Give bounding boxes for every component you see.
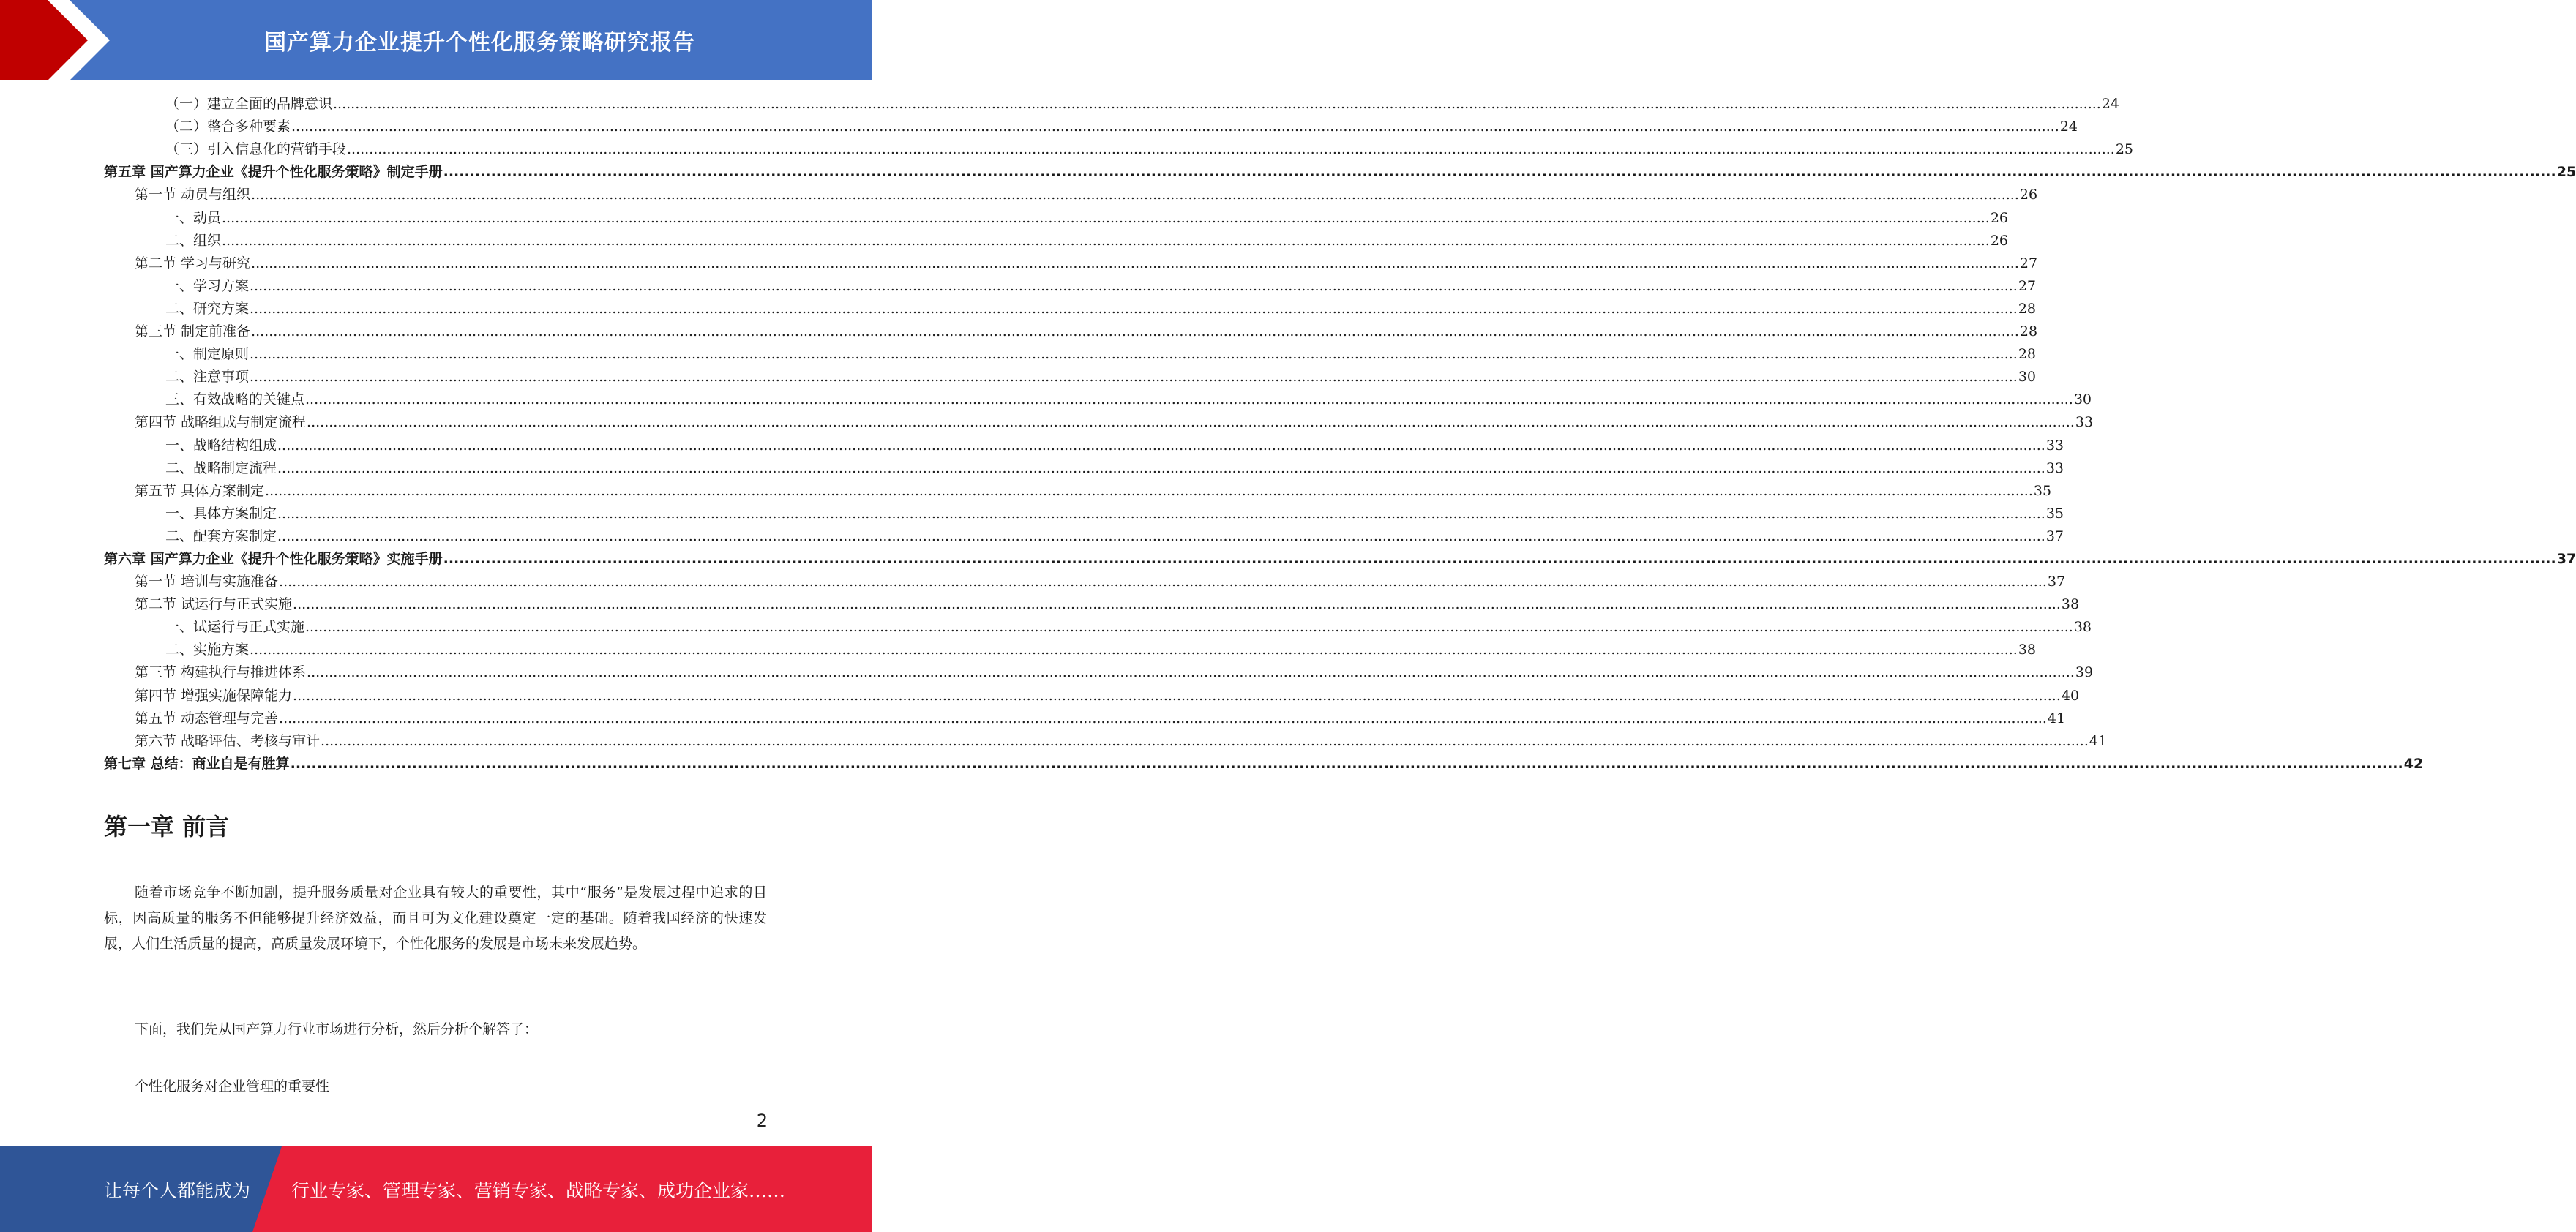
toc-leader-dots: ................................................................................................................................................................................................................................................................................................................................................................................................................ [307, 414, 2075, 431]
footer-roles: 行业专家、管理专家、营销专家、战略专家、成功企业家…… [291, 1179, 786, 1201]
toc-entry-page: 33 [2045, 459, 2064, 476]
toc-entry[interactable] [104, 184, 2038, 206]
toc-leader-dots: ................................................................................................................................................................................................................................................................................................................................................................................................................ [443, 550, 2556, 567]
toc-entry[interactable] [104, 639, 2037, 661]
toc-leader-dots: ................................................................................................................................................................................................................................................................................................................................................................................................................ [307, 664, 2075, 681]
toc-entry-title: 第五节 具体方案制定 [135, 482, 265, 499]
toc-entry-title: 第二节 学习与研究 [135, 255, 251, 271]
toc-leader-dots: ................................................................................................................................................................................................................................................................................................................................................................................................................ [277, 505, 2045, 522]
toc-entry[interactable] [104, 252, 2038, 275]
toc-entry-page: 38 [2073, 619, 2092, 636]
toc-entry-page: 25 [2556, 164, 2576, 181]
toc-leader-dots: ................................................................................................................................................................................................................................................................................................................................................................................................................ [290, 755, 2403, 772]
toc-entry[interactable] [104, 320, 2038, 343]
toc-entry[interactable] [104, 503, 2064, 525]
toc-entry-page: 26 [1990, 209, 2009, 226]
footer-slogan: 让每个人都能成为 [104, 1179, 251, 1201]
toc-leader-dots: ................................................................................................................................................................................................................................................................................................................................................................................................................ [277, 437, 2045, 454]
toc-leader-dots: ................................................................................................................................................................................................................................................................................................................................................................................................................ [250, 642, 2018, 658]
toc-entry[interactable] [104, 230, 2009, 252]
toc-entry[interactable] [104, 138, 2134, 161]
toc-leader-dots: ................................................................................................................................................................................................................................................................................................................................................................................................................ [222, 232, 1990, 249]
toc-entry-title: 第二节 试运行与正式实施 [135, 596, 293, 613]
toc-entry[interactable] [104, 571, 2066, 593]
toc-leader-dots: ................................................................................................................................................................................................................................................................................................................................................................................................................ [321, 732, 2089, 749]
toc-entry[interactable] [104, 684, 2080, 707]
toc-leader-dots: ................................................................................................................................................................................................................................................................................................................................................................................................................ [277, 459, 2045, 476]
toc-entry-page: 30 [2018, 369, 2037, 386]
chapter-title: 第一章 前言 [104, 813, 230, 841]
toc-entry-title: 二、研究方案 [165, 300, 250, 317]
toc-entry-title: 二、实施方案 [165, 642, 250, 658]
toc-leader-dots: ................................................................................................................................................................................................................................................................................................................................................................................................................ [251, 323, 2019, 340]
toc-entry-title: 一、具体方案制定 [165, 505, 277, 522]
toc-entry-title: 第五章 国产算力企业《提升个性化服务策略》制定手册 [104, 164, 443, 181]
page-number: 2 [756, 1111, 768, 1131]
toc-entry-page: 40 [2061, 687, 2080, 704]
toc-entry-title: 第六节 战略评估、考核与审计 [135, 732, 321, 749]
toc-entry[interactable] [104, 593, 2080, 616]
toc-entry[interactable] [104, 161, 2576, 184]
toc-entry-title: 三、有效战略的关键点 [165, 391, 305, 408]
toc-entry-page: 38 [2061, 596, 2080, 613]
toc-entry-page: 33 [2075, 414, 2094, 431]
toc-entry-title: 第一节 动员与组织 [135, 187, 251, 203]
toc-entry[interactable] [104, 548, 2576, 571]
toc-entry-page: 24 [2101, 96, 2120, 113]
toc-entry-title: 第三节 制定前准备 [135, 323, 251, 340]
toc-leader-dots: ................................................................................................................................................................................................................................................................................................................................................................................................................ [222, 209, 1990, 226]
toc-entry[interactable] [104, 525, 2064, 548]
toc-entry-title: 第六章 国产算力企业《提升个性化服务策略》实施手册 [104, 550, 443, 567]
toc-entry-page: 41 [2089, 732, 2108, 749]
toc-entry-page: 38 [2018, 642, 2037, 658]
toc-entry-title: 第五节 动态管理与完善 [135, 710, 279, 726]
toc-entry[interactable] [104, 388, 2092, 411]
toc-entry[interactable] [104, 480, 2052, 503]
toc-entry-title: 一、动员 [165, 209, 222, 226]
topic-line: 个性化服务对企业管理的重要性 [135, 1078, 330, 1094]
toc-entry[interactable] [104, 275, 2037, 298]
toc-entry[interactable] [104, 343, 2037, 366]
toc-entry-page: 30 [2073, 391, 2092, 408]
toc-entry-title: 第四节 增强实施保障能力 [135, 687, 293, 704]
toc-leader-dots: ................................................................................................................................................................................................................................................................................................................................................................................................................ [291, 119, 2059, 135]
toc-entry[interactable] [104, 753, 2424, 775]
toc-leader-dots: ................................................................................................................................................................................................................................................................................................................................................................................................................ [265, 482, 2033, 499]
toc-entry[interactable] [104, 93, 2120, 116]
toc-leader-dots: ................................................................................................................................................................................................................................................................................................................................................................................................................ [250, 277, 2018, 294]
toc-entry-page: 24 [2059, 119, 2078, 135]
toc-entry[interactable] [104, 661, 2094, 684]
toc-entry-page: 28 [2018, 346, 2037, 363]
toc-leader-dots: ................................................................................................................................................................................................................................................................................................................................................................................................................ [443, 164, 2556, 181]
toc-leader-dots: ................................................................................................................................................................................................................................................................................................................................................................................................................ [250, 369, 2018, 386]
toc-entry-title: 一、试运行与正式实施 [165, 619, 305, 636]
toc-entry-title: 第一节 培训与实施准备 [135, 574, 279, 590]
toc-entry-title: 二、战略制定流程 [165, 459, 277, 476]
toc-entry-title: （一）建立全面的品牌意识 [165, 96, 333, 113]
toc-entry[interactable] [104, 298, 2037, 320]
header-chevron-icon [0, 0, 117, 80]
report-title: 国产算力企业提升个性化服务策略研究报告 [264, 30, 695, 56]
toc-entry-page: 37 [2045, 527, 2064, 544]
toc-leader-dots: ................................................................................................................................................................................................................................................................................................................................................................................................................ [250, 300, 2018, 317]
toc-entry-title: （二）整合多种要素 [165, 119, 291, 135]
toc-leader-dots: ................................................................................................................................................................................................................................................................................................................................................................................................................ [305, 391, 2073, 408]
toc-entry-page: 26 [2019, 187, 2038, 203]
toc-entry-title: 第四节 战略组成与制定流程 [135, 414, 307, 431]
toc-leader-dots: ................................................................................................................................................................................................................................................................................................................................................................................................................ [250, 346, 2018, 363]
toc-entry[interactable] [104, 411, 2094, 434]
intro-paragraph: 随着市场竞争不断加剧，提升服务质量对企业具有较大的重要性，其中“服务”是发展过程中追求的目标，因高质量的服务不但能够提升经济效益，而且可为文化建设奠定一定的基础。随着我国经济的快速发展，人们生活质量的提高，高质量发展环境下，个性化服务的发展是市场未来发展趋势。 [104, 884, 767, 952]
toc-entry-page: 37 [2556, 550, 2576, 567]
toc-entry-page: 27 [2019, 255, 2038, 271]
toc-leader-dots: ................................................................................................................................................................................................................................................................................................................................................................................................................ [305, 619, 2073, 636]
toc-entry-page: 35 [2033, 482, 2052, 499]
toc-entry-title: 二、注意事项 [165, 369, 250, 386]
toc-entry-title: 第三节 构建执行与推进体系 [135, 664, 307, 681]
toc-leader-dots: ................................................................................................................................................................................................................................................................................................................................................................................................................ [277, 527, 2045, 544]
toc-entry-page: 27 [2018, 277, 2037, 294]
toc-entry-page: 28 [2019, 323, 2038, 340]
toc-leader-dots: ................................................................................................................................................................................................................................................................................................................................................................................................................ [251, 187, 2019, 203]
toc-entry[interactable] [104, 206, 2009, 229]
toc-entry-page: 28 [2018, 300, 2037, 317]
toc-entry-title: 一、战略结构组成 [165, 437, 277, 454]
page-header [0, 0, 872, 80]
toc-entry[interactable] [104, 366, 2037, 388]
toc-entry-title: 第七章 总结：商业自是有胜算 [104, 755, 290, 772]
toc-entry-page: 33 [2045, 437, 2064, 454]
toc-entry-title: 二、配套方案制定 [165, 527, 277, 544]
toc-leader-dots: ................................................................................................................................................................................................................................................................................................................................................................................................................ [333, 96, 2101, 113]
page-footer [0, 1146, 872, 1232]
toc-entry-page: 26 [1990, 232, 2009, 249]
toc-leader-dots: ................................................................................................................................................................................................................................................................................................................................................................................................................ [279, 574, 2047, 590]
toc-entry-title: 一、制定原则 [165, 346, 250, 363]
toc-entry[interactable] [104, 616, 2092, 639]
analysis-paragraph: 下面，我们先从国产算力行业市场进行分析，然后分析个解答了： [135, 1021, 539, 1037]
toc-entry[interactable] [104, 457, 2064, 480]
toc-entry-title: 二、组织 [165, 232, 222, 249]
toc-entry[interactable] [104, 707, 2066, 730]
toc-entry-page: 25 [2115, 141, 2134, 158]
toc-entry-title: 一、学习方案 [165, 277, 250, 294]
toc-leader-dots: ................................................................................................................................................................................................................................................................................................................................................................................................................ [293, 596, 2061, 613]
toc-entry-page: 42 [2403, 755, 2424, 772]
toc-leader-dots: ................................................................................................................................................................................................................................................................................................................................................................................................................ [251, 255, 2019, 271]
toc-entry[interactable] [104, 730, 2108, 753]
toc-leader-dots: ................................................................................................................................................................................................................................................................................................................................................................................................................ [347, 141, 2115, 158]
toc-leader-dots: ................................................................................................................................................................................................................................................................................................................................................................................................................ [293, 687, 2061, 704]
table-of-contents [104, 93, 2576, 775]
toc-entry-page: 37 [2047, 574, 2066, 590]
toc-entry-title: （三）引入信息化的营销手段 [165, 141, 347, 158]
toc-leader-dots: ................................................................................................................................................................................................................................................................................................................................................................................................................ [279, 710, 2047, 726]
toc-entry-page: 35 [2045, 505, 2064, 522]
toc-entry-page: 41 [2047, 710, 2066, 726]
toc-entry[interactable] [104, 434, 2064, 457]
toc-entry[interactable] [104, 116, 2078, 138]
toc-entry-page: 39 [2075, 664, 2094, 681]
